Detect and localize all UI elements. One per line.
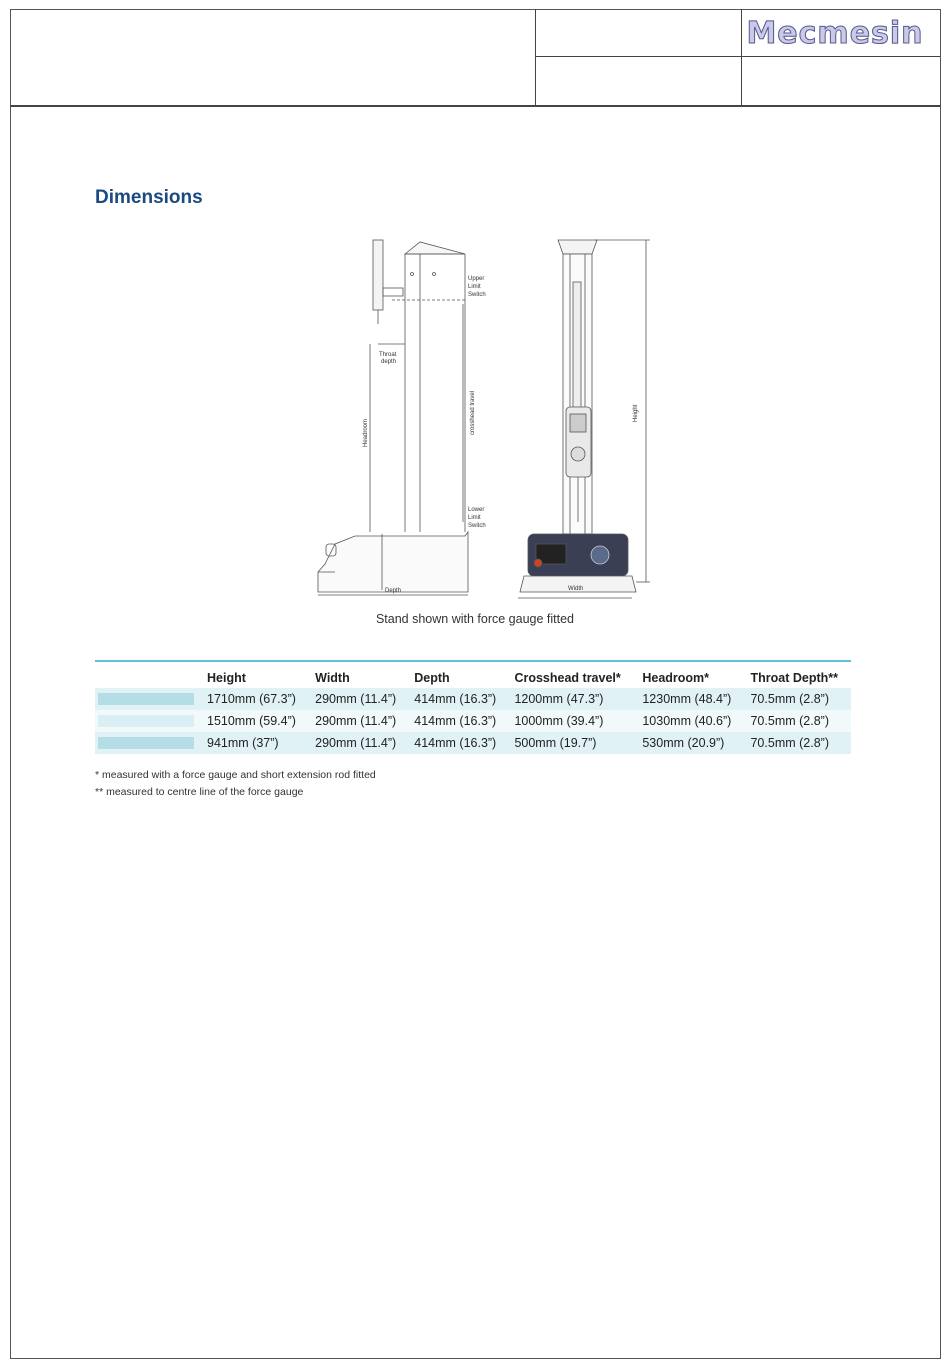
model-name-placeholder [98, 715, 194, 727]
label-upper-limit-1: Upper [468, 276, 485, 282]
label-throat-2: depth [381, 359, 397, 365]
table-header [95, 661, 201, 688]
label-headroom: Headroom [363, 418, 369, 447]
front-cap [558, 240, 597, 254]
table-header: Crosshead travel* [508, 661, 636, 688]
header-cell [535, 57, 741, 105]
table-cell: 70.5mm (2.8”) [744, 732, 851, 754]
label-depth: Depth [385, 588, 402, 594]
dimensions-figure [310, 232, 650, 604]
header-cell [741, 57, 941, 105]
model-name-placeholder [98, 693, 194, 705]
table-cell: 70.5mm (2.8”) [744, 688, 851, 710]
model-cell [95, 732, 201, 754]
label-upper-limit-2: Limit [468, 284, 481, 290]
table-cell: 290mm (11.4”) [309, 732, 408, 754]
company-logo: Mecmesin [746, 15, 924, 51]
force-gauge-side [373, 240, 383, 310]
figure-caption: Stand shown with force gauge fitted [375, 612, 575, 626]
table-cell: 941mm (37”) [201, 732, 309, 754]
table-cell: 290mm (11.4”) [309, 710, 408, 732]
table-header: Height [201, 661, 309, 688]
label-lower-limit-1: Lower [468, 507, 485, 513]
table-header: Depth [408, 661, 508, 688]
label-height: Height [633, 404, 639, 422]
table-header: Throat Depth** [744, 661, 851, 688]
table-row [95, 710, 851, 732]
stand-base-side [318, 532, 468, 592]
column-cap [405, 242, 465, 254]
table-cell: 290mm (11.4”) [309, 688, 408, 710]
table-cell: 414mm (16.3”) [408, 710, 508, 732]
section-title: Dimensions [95, 187, 203, 208]
table-cell: 1200mm (47.3”) [508, 688, 636, 710]
table-cell: 530mm (20.9”) [636, 732, 744, 754]
table-cell: 414mm (16.3”) [408, 732, 508, 754]
table-cell: 1710mm (67.3”) [201, 688, 309, 710]
footnotes [95, 767, 376, 801]
footnote: * measured with a force gauge and short extension rod fitted [95, 769, 376, 781]
table-row [95, 732, 851, 754]
table-cell: 1510mm (59.4”) [201, 710, 309, 732]
model-cell [95, 688, 201, 710]
header-cell [535, 9, 741, 57]
table-cell: 1000mm (39.4”) [508, 710, 636, 732]
table-cell: 414mm (16.3”) [408, 688, 508, 710]
label-upper-limit-3: Switch [468, 292, 486, 298]
model-name-placeholder [98, 737, 194, 749]
label-crosshead-travel: crosshead travel [470, 390, 476, 435]
label-width: Width [568, 586, 584, 592]
table-cell: 70.5mm (2.8”) [744, 710, 851, 732]
gauge-bracket [383, 288, 403, 296]
dimension-drawing [310, 232, 650, 604]
label-lower-limit-3: Switch [468, 523, 486, 529]
table-cell: 1230mm (48.4”) [636, 688, 744, 710]
label-throat-1: Throat [379, 352, 397, 358]
table-cell: 1030mm (40.6”) [636, 710, 744, 732]
table-header-row [95, 661, 851, 688]
model-cell [95, 710, 201, 732]
table-cell: 500mm (19.7”) [508, 732, 636, 754]
label-lower-limit-2: Limit [468, 515, 481, 521]
footnote: ** measured to centre line of the force gauge [95, 786, 304, 798]
table-row [95, 688, 851, 710]
table-header: Headroom* [636, 661, 744, 688]
table-header: Width [309, 661, 408, 688]
dimensions-table [95, 660, 851, 754]
